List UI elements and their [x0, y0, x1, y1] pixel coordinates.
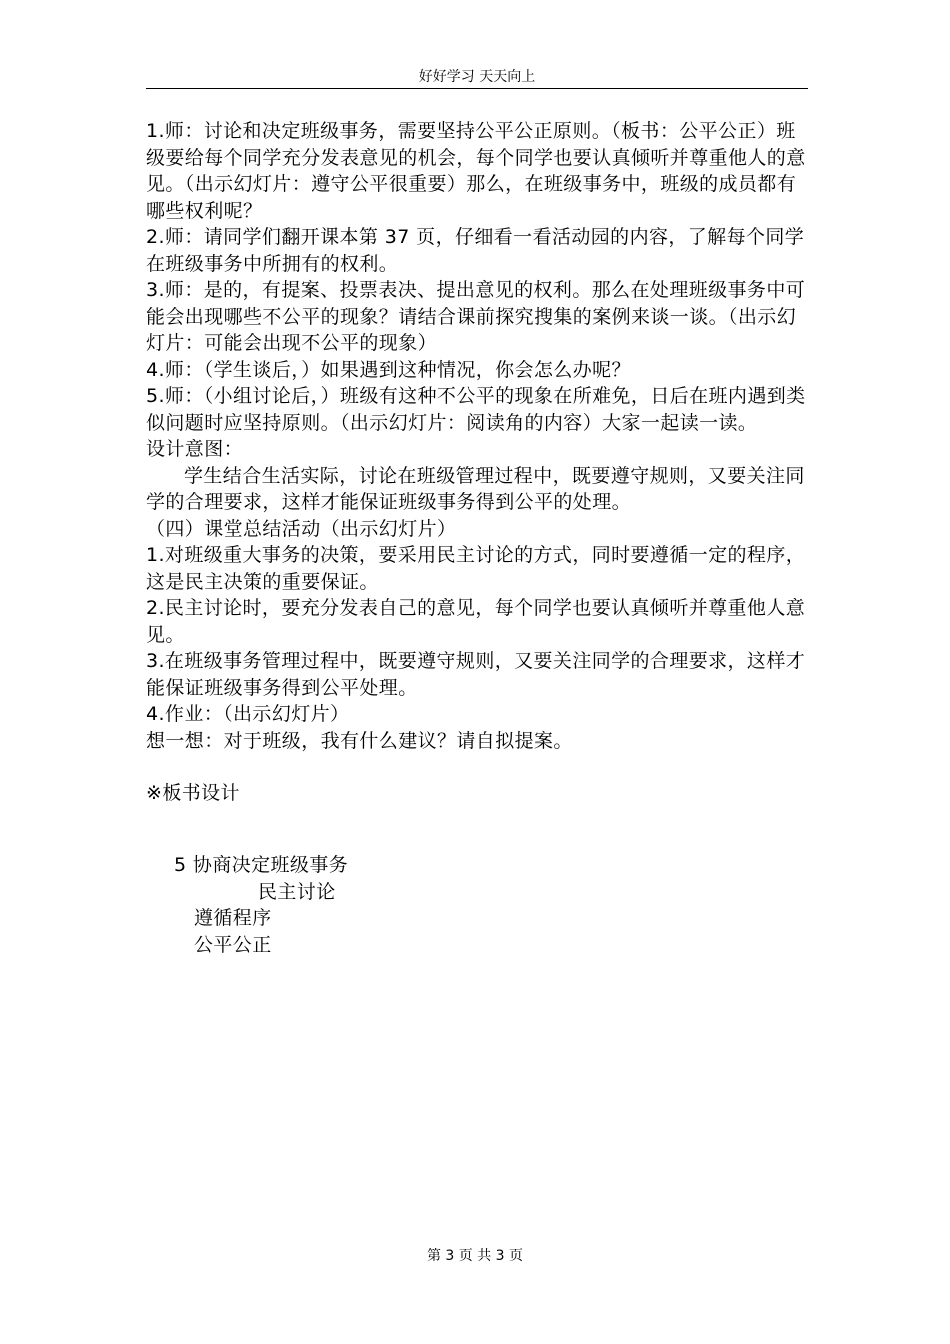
board-item-democratic-discussion: 民主讨论	[258, 880, 336, 903]
summary-point-1: 1.对班级重大事务的决策，要采用民主讨论的方式，同时要遵循一定的程序，这是民主决策的重要保证。	[146, 544, 806, 593]
design-intent-text: 学生结合生活实际，讨论在班级管理过程中，既要遵守规则，又要关注同学的合理要求，这样才能保证班级事务得到公平的处理。	[146, 464, 805, 513]
document-body	[146, 118, 810, 807]
board-title: 5 协商决定班级事务	[174, 854, 349, 876]
paragraph-teacher-1: 1.师：讨论和决定班级事务，需要坚持公平公正原则。（板书：公平公正）班级要给每个同学充分发表意见的机会，每个同学也要认真倾听并尊重他人的意见。（出示幻灯片：遵守公平很重要）那么，在班级事务中，班级的成员都有哪些权利呢？	[146, 120, 806, 222]
page-header: 好好学习 天天向上	[146, 66, 808, 89]
board-item-fairness: 公平公正	[194, 933, 272, 956]
homework-heading: 4.作业：（出示幻灯片）	[146, 703, 350, 725]
board-design	[146, 852, 348, 958]
paragraph-teacher-3: 3.师：是的，有提案、投票表决、提出意见的权利。那么在处理班级事务中可能会出现哪些不公平的现象？请结合课前探究搜集的案例来谈一谈。（出示幻灯片：可能会出现不公平的现象）	[146, 279, 806, 354]
paragraph-teacher-4: 4.师：（学生谈后，）如果遇到这种情况，你会怎么办呢？	[146, 358, 631, 381]
board-item-follow-procedure: 遵循程序	[194, 907, 272, 929]
page-footer: 第 3 页 共 3 页	[426, 1248, 524, 1264]
summary-point-3: 3.在班级事务管理过程中，既要遵守规则，又要关注同学的合理要求，这样才能保证班级事务得到公平处理。	[146, 650, 806, 699]
homework-text: 想一想：对于班级，我有什么建议？请自拟提案。	[146, 729, 573, 752]
blank-line	[146, 754, 810, 780]
summary-heading: （四）课堂总结活动（出示幻灯片）	[146, 517, 457, 540]
design-intent-heading: 设计意图：	[146, 438, 244, 460]
summary-point-2: 2.民主讨论时，要充分发表自己的意见，每个同学也要认真倾听并尊重他人意见。	[146, 597, 806, 646]
paragraph-teacher-2: 2.师：请同学们翻开课本第 37 页，仔细看一看活动园的内容，了解每个同学在班级事务中所拥有的权利。	[146, 226, 805, 275]
board-design-heading: ※板书设计	[146, 782, 240, 804]
paragraph-teacher-5: 5.师：（小组讨论后，）班级有这种不公平的现象在所难免，日后在班内遇到类似问题时应坚持原则。（出示幻灯片：阅读角的内容）大家一起读一读。	[146, 385, 806, 434]
